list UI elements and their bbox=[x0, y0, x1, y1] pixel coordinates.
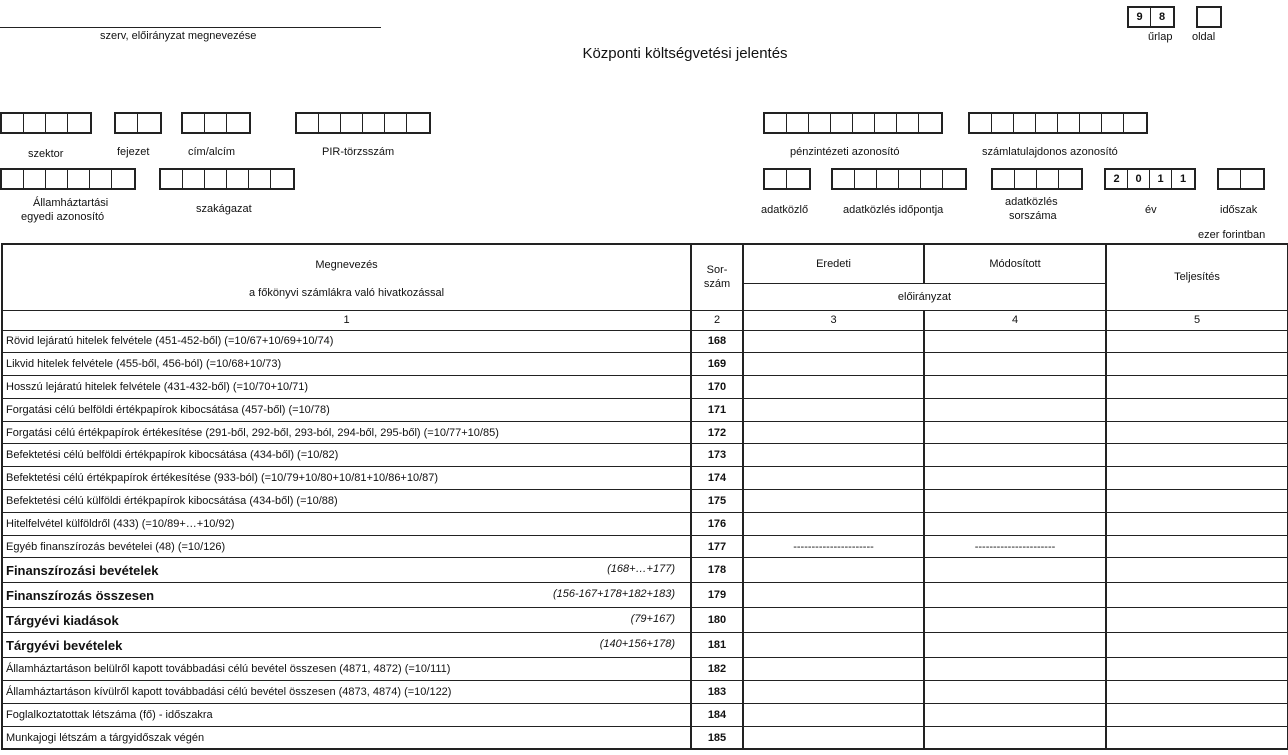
row-label: Hitelfelvétel külföldről (433) (=10/89+…+10/92) bbox=[6, 517, 235, 530]
row-number: 175 bbox=[691, 490, 743, 513]
cell-teljesites[interactable] bbox=[1106, 444, 1288, 467]
szakagazat-label: szakágazat bbox=[196, 203, 252, 215]
row-label: Finanszírozás összesen bbox=[6, 587, 155, 603]
table-row bbox=[2, 467, 1288, 490]
year-digit: 1 bbox=[1179, 173, 1187, 185]
cell-teljesites[interactable] bbox=[1106, 467, 1288, 490]
cell-eredeti[interactable] bbox=[743, 704, 924, 727]
table-row bbox=[2, 398, 1288, 421]
row-formula: (168+…+177) bbox=[607, 562, 675, 575]
row-number: 181 bbox=[691, 633, 743, 658]
col-header-eloiranyzat: előirányzat bbox=[743, 283, 1106, 310]
col-num: 1 bbox=[2, 310, 691, 330]
page-title: Központi költségvetési jelentés bbox=[582, 45, 788, 62]
row-name-cell bbox=[2, 421, 691, 444]
col-header-sorszam: Sor- szám bbox=[691, 244, 743, 310]
cell-modositott[interactable] bbox=[924, 535, 1106, 558]
row-name-cell bbox=[2, 704, 691, 727]
row-label: Foglalkoztatottak létszáma (fő) - időszakra bbox=[6, 708, 213, 721]
cell-modositott[interactable] bbox=[924, 512, 1106, 535]
cell-eredeti[interactable] bbox=[743, 658, 924, 681]
cell-teljesites[interactable] bbox=[1106, 583, 1288, 608]
cell-modositott[interactable] bbox=[924, 681, 1106, 704]
row-formula: (156-167+178+182+183) bbox=[552, 587, 675, 600]
row-number: 174 bbox=[691, 467, 743, 490]
adatkozlo-label: adatközlő bbox=[761, 204, 809, 216]
table-row bbox=[2, 658, 1288, 681]
cell-teljesites[interactable] bbox=[1106, 535, 1288, 558]
cell-modositott[interactable] bbox=[924, 608, 1106, 633]
adatkozles-idopontja-boxes[interactable] bbox=[831, 168, 967, 190]
row-label: Államháztartáson belülről kapott továbbadási célú bevétel összesen (4871, 4872) (=10/111) bbox=[6, 663, 451, 676]
row-formula: (79+167) bbox=[630, 612, 675, 625]
allamhaztartasi-boxes[interactable] bbox=[0, 168, 136, 190]
cell-modositott[interactable] bbox=[924, 558, 1106, 583]
row-formula: (140+156+178) bbox=[599, 637, 675, 650]
cell-teljesites[interactable] bbox=[1106, 558, 1288, 583]
col-num: 4 bbox=[924, 310, 1106, 330]
cell-eredeti[interactable] bbox=[743, 558, 924, 583]
col-header-modositott: Módosított bbox=[924, 244, 1106, 283]
row-number: 180 bbox=[691, 608, 743, 633]
table-row bbox=[2, 633, 1288, 658]
szektor-boxes[interactable] bbox=[0, 112, 92, 134]
cell-teljesites[interactable] bbox=[1106, 658, 1288, 681]
cell-modositott[interactable] bbox=[924, 490, 1106, 513]
cell-eredeti[interactable] bbox=[743, 353, 924, 376]
col-header-eredeti: Eredeti bbox=[743, 244, 924, 283]
row-name-cell bbox=[2, 608, 691, 633]
main-table bbox=[1, 243, 1288, 750]
form-code-digit: 8 bbox=[1158, 11, 1166, 23]
cell-teljesites[interactable] bbox=[1106, 490, 1288, 513]
cell-teljesites[interactable] bbox=[1106, 681, 1288, 704]
cell-eredeti[interactable] bbox=[743, 376, 924, 399]
row-label: Rövid lejáratú hitelek felvétele (451-452-ből) (=10/67+10/69+10/74) bbox=[6, 335, 334, 348]
row-label: Egyéb finanszírozás bevételei (48) (=10/126) bbox=[6, 540, 226, 553]
adatkozles-sorszama-boxes[interactable] bbox=[991, 168, 1083, 190]
table-row bbox=[2, 376, 1288, 399]
cell-teljesites[interactable] bbox=[1106, 330, 1288, 353]
row-label: Finanszírozási bevételek bbox=[6, 562, 159, 578]
row-label: Befektetési célú értékpapírok értékesítése (933-ból) (=10/79+10/80+10/81+10/86+10/87) bbox=[6, 472, 439, 485]
cell-eredeti[interactable] bbox=[743, 726, 924, 749]
row-number: 179 bbox=[691, 583, 743, 608]
col-num: 5 bbox=[1106, 310, 1288, 330]
row-number: 172 bbox=[691, 421, 743, 444]
row-name-cell bbox=[2, 512, 691, 535]
cell-eredeti[interactable] bbox=[743, 633, 924, 658]
cell-eredeti[interactable] bbox=[743, 330, 924, 353]
szamlatulajdonos-boxes[interactable] bbox=[968, 112, 1148, 134]
row-name-cell bbox=[2, 658, 691, 681]
row-number: 170 bbox=[691, 376, 743, 399]
adatkozles-sorszama-label-1: adatközlés bbox=[1005, 196, 1058, 208]
row-number: 184 bbox=[691, 704, 743, 727]
row-name-cell bbox=[2, 444, 691, 467]
row-name-cell bbox=[2, 490, 691, 513]
table-row bbox=[2, 726, 1288, 749]
table-row bbox=[2, 583, 1288, 608]
cell-eredeti[interactable] bbox=[743, 467, 924, 490]
page-cell bbox=[1198, 8, 1220, 26]
cell-eredeti[interactable] bbox=[743, 421, 924, 444]
row-label: Tárgyévi bevételek bbox=[6, 637, 123, 653]
cell-eredeti[interactable] bbox=[743, 490, 924, 513]
table-row bbox=[2, 330, 1288, 353]
ev-label: év bbox=[1145, 204, 1157, 216]
row-label: Munkajogi létszám a tárgyidőszak végén bbox=[6, 731, 205, 744]
col-num: 2 bbox=[691, 310, 743, 330]
col-num: 3 bbox=[743, 310, 924, 330]
adatkozlo-boxes[interactable] bbox=[763, 168, 811, 190]
row-number: 183 bbox=[691, 681, 743, 704]
col-header-megnevezes: Megnevezés a főkönyvi számlákra való hivatkozással bbox=[2, 244, 691, 310]
szektor-label: szektor bbox=[28, 148, 64, 160]
cell-teljesites[interactable] bbox=[1106, 704, 1288, 727]
row-name-cell bbox=[2, 558, 691, 583]
row-number: 178 bbox=[691, 558, 743, 583]
cell-modositott[interactable] bbox=[924, 353, 1106, 376]
table-row bbox=[2, 444, 1288, 467]
row-label: Tárgyévi kiadások bbox=[6, 612, 119, 628]
table-row bbox=[2, 558, 1288, 583]
year-digit: 1 bbox=[1150, 170, 1172, 188]
szakagazat-boxes[interactable] bbox=[159, 168, 295, 190]
table-row bbox=[2, 512, 1288, 535]
adatkozles-idopontja-label: adatközlés időpontja bbox=[843, 204, 944, 216]
page-label: oldal bbox=[1192, 31, 1216, 43]
row-label: Hosszú lejáratú hitelek felvétele (431-432-ből) (=10/70+10/71) bbox=[6, 380, 309, 393]
row-label: Befektetési célú belföldi értékpapírok kibocsátása (434-ből) (=10/82) bbox=[6, 449, 339, 462]
row-name-cell bbox=[2, 398, 691, 421]
cell-teljesites[interactable] bbox=[1106, 512, 1288, 535]
row-dash: ---------------------- bbox=[974, 540, 1056, 553]
year-digit: 0 bbox=[1128, 170, 1150, 188]
row-name-cell bbox=[2, 583, 691, 608]
cell-modositott[interactable] bbox=[924, 421, 1106, 444]
cell-modositott[interactable] bbox=[924, 704, 1106, 727]
idoszak-label: időszak bbox=[1220, 204, 1258, 216]
table-row bbox=[2, 535, 1288, 558]
cell-modositott[interactable] bbox=[924, 467, 1106, 490]
row-number: 168 bbox=[691, 330, 743, 353]
form-code-boxes[interactable] bbox=[1127, 6, 1175, 28]
adatkozles-sorszama-label-2: sorszáma bbox=[1009, 210, 1057, 222]
org-label: szerv, előirányzat megnevezése bbox=[100, 30, 257, 42]
row-name-cell bbox=[2, 633, 691, 658]
cell-modositott[interactable] bbox=[924, 376, 1106, 399]
row-label: Államháztartáson kívülről kapott továbbadási célú bevétel összesen (4873, 4874) (=10/122) bbox=[6, 686, 452, 699]
row-name-cell bbox=[2, 467, 691, 490]
row-name-cell bbox=[2, 681, 691, 704]
row-number: 177 bbox=[691, 535, 743, 558]
page-box[interactable] bbox=[1196, 6, 1222, 28]
cell-modositott[interactable] bbox=[924, 658, 1106, 681]
cell-modositott[interactable] bbox=[924, 633, 1106, 658]
pir-label: PIR-törzsszám bbox=[322, 146, 395, 158]
pir-boxes[interactable] bbox=[295, 112, 431, 134]
unit-label: ezer forintban bbox=[1198, 229, 1266, 241]
table-row bbox=[2, 353, 1288, 376]
col-header-teljesites: Teljesítés bbox=[1106, 244, 1288, 310]
fejezet-label: fejezet bbox=[117, 146, 150, 158]
row-name-cell bbox=[2, 330, 691, 353]
row-number: 176 bbox=[691, 512, 743, 535]
cell-modositott[interactable] bbox=[924, 444, 1106, 467]
cell-modositott[interactable] bbox=[924, 583, 1106, 608]
cell-eredeti[interactable] bbox=[743, 535, 924, 558]
cell-modositott[interactable] bbox=[924, 330, 1106, 353]
row-number: 182 bbox=[691, 658, 743, 681]
cell-teljesites[interactable] bbox=[1106, 353, 1288, 376]
cell-eredeti[interactable] bbox=[743, 512, 924, 535]
idoszak-boxes[interactable] bbox=[1217, 168, 1265, 190]
penzintezeti-label: pénzintézeti azonosító bbox=[790, 146, 900, 158]
row-number: 173 bbox=[691, 444, 743, 467]
cell-modositott[interactable] bbox=[924, 398, 1106, 421]
szamlatulajdonos-label: számlatulajdonos azonosító bbox=[982, 146, 1118, 158]
cell-teljesites[interactable] bbox=[1106, 633, 1288, 658]
table-row bbox=[2, 608, 1288, 633]
penzintezeti-boxes[interactable] bbox=[763, 112, 943, 134]
row-number: 169 bbox=[691, 353, 743, 376]
row-dash: ---------------------- bbox=[793, 540, 874, 553]
row-name-cell bbox=[2, 353, 691, 376]
cell-teljesites[interactable] bbox=[1106, 376, 1288, 399]
cell-modositott[interactable] bbox=[924, 726, 1106, 749]
cell-eredeti[interactable] bbox=[743, 444, 924, 467]
table-row bbox=[2, 681, 1288, 704]
row-name-cell bbox=[2, 376, 691, 399]
ev-boxes[interactable] bbox=[1104, 168, 1196, 190]
cell-teljesites[interactable] bbox=[1106, 608, 1288, 633]
cim-label: cím/alcím bbox=[188, 146, 236, 158]
form-code-digit: 9 bbox=[1129, 8, 1151, 26]
cell-eredeti[interactable] bbox=[743, 681, 924, 704]
cell-teljesites[interactable] bbox=[1106, 421, 1288, 444]
row-name-cell bbox=[2, 726, 691, 749]
cell-teljesites[interactable] bbox=[1106, 726, 1288, 749]
row-label: Befektetési célú külföldi értékpapírok kibocsátása (434-ből) (=10/88) bbox=[6, 494, 338, 507]
form-label: űrlap bbox=[1148, 31, 1173, 43]
cell-teljesites[interactable] bbox=[1106, 398, 1288, 421]
row-label: Forgatási célú belföldi értékpapírok kibocsátása (457-ből) (=10/78) bbox=[6, 403, 330, 416]
row-label: Likvid hitelek felvétele (455-ből, 456-ból) (=10/68+10/73) bbox=[6, 358, 282, 371]
row-number: 185 bbox=[691, 726, 743, 749]
year-digit: 2 bbox=[1106, 170, 1128, 188]
org-underline bbox=[0, 27, 381, 28]
cell-eredeti[interactable] bbox=[743, 583, 924, 608]
table-row bbox=[2, 490, 1288, 513]
table-row bbox=[2, 421, 1288, 444]
fejezet-boxes[interactable] bbox=[114, 112, 162, 134]
allamhaztartasi-label-1: Államháztartási bbox=[33, 197, 109, 209]
cim-boxes[interactable] bbox=[181, 112, 251, 134]
cell-eredeti[interactable] bbox=[743, 398, 924, 421]
cell-eredeti[interactable] bbox=[743, 608, 924, 633]
row-label: Forgatási célú értékpapírok értékesítése (291-ből, 292-ből, 293-ból, 294-ből, 295-ből) (=10/77+10/85) bbox=[6, 426, 499, 439]
row-number: 171 bbox=[691, 398, 743, 421]
table-row bbox=[2, 704, 1288, 727]
row-name-cell bbox=[2, 535, 691, 558]
allamhaztartasi-label-2: egyedi azonosító bbox=[21, 211, 105, 223]
